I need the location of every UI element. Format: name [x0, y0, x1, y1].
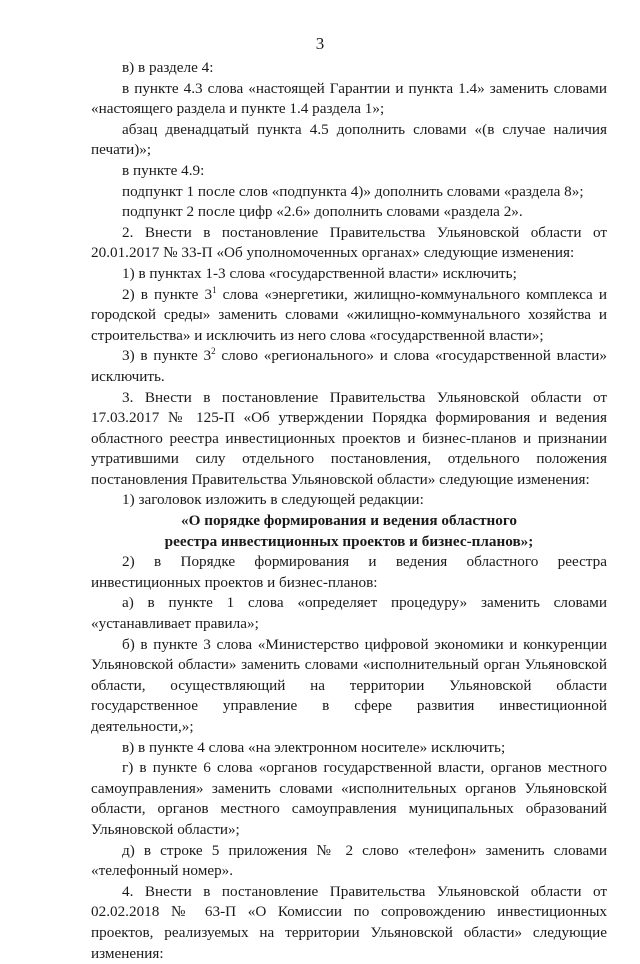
paragraph — [91, 285, 607, 347]
paragraph: в) в пункте 4 слова «на электронном носителе» исключить; — [122, 738, 506, 756]
paragraph-text: слово «регионального» и слова «государственной власти» исключить. — [91, 347, 607, 385]
paragraph: 4. Внести в постановление Правительства Ульяновской области от 02.02.2018 № 63-П «О Комиссии по сопровождению инвестиционных проектов, реализуемых на территории Ульяновской области» следующие изменения: — [91, 882, 607, 962]
paragraph-text: 2) в пункте 3 — [122, 285, 213, 303]
paragraph: в пункте 4.9: — [122, 161, 205, 179]
paragraph-text: слова «энергетики, жилищно-коммунального комплекса и городской среды» заменить словами «жилищно-коммунального хозяйства и строительства» и исключить из него слова «государственной власти»; — [91, 285, 607, 344]
paragraph: абзац двенадцатый пункта 4.5 дополнить словами «(в случае наличия печати)»; — [91, 120, 607, 159]
paragraph: в пункте 4.3 слова «настоящей Гарантии и пункта 1.4» заменить словами «настоящего раздела и пункте 1.4 раздела 1»; — [91, 79, 607, 118]
paragraph: подпункт 2 после цифр «2.6» дополнить словами «раздела 2». — [122, 203, 523, 221]
paragraph: а) в пункте 1 слова «определяет процедуру» заменить словами «устанавливает правила»; — [91, 594, 607, 633]
paragraph: в) в разделе 4: — [122, 59, 214, 76]
paragraph — [91, 346, 607, 387]
paragraph: 1) заголовок изложить в следующей редакции: — [122, 491, 424, 509]
paragraph: 3. Внести в постановление Правительства Ульяновской области от 17.03.2017 № 125-П «Об утверждении Порядка формирования и ведения областного реестра инвестиционных проектов и бизнес-планов и признании утратившими силу отдельного постановления, отдельного положения постановления Правительства Ульяновской области» следующие изменения: — [91, 388, 607, 488]
paragraph: подпункт 1 после слов «подпункта 4)» дополнить словами «раздела 8»; — [122, 182, 584, 200]
page-number: 3 — [315, 34, 325, 53]
superscript: 1 — [212, 284, 217, 295]
paragraph: 2) в Порядке формирования и ведения областного реестра инвестиционных проектов и бизнес-планов: — [91, 553, 607, 591]
new-title-line: реестра инвестиционных проектов и бизнес-планов»; — [164, 532, 534, 550]
paragraph: д) в строке 5 приложения № 2 слово «телефон» заменить словами «телефонный номер». — [91, 841, 607, 880]
paragraph: г) в пункте 6 слова «органов государственной власти, органов местного самоуправления» заменить словами «исполнительных органов Ульяновской области, органов местного самоуправления муниципальных образований Ульяновской области»; — [91, 759, 607, 838]
new-title-line: «О порядке формирования и ведения областного — [181, 512, 517, 530]
paragraph: 2. Внести в постановление Правительства Ульяновской области от 20.01.2017 № 33-П «Об уполномоченных органах» следующие изменения: — [91, 223, 607, 262]
paragraph-text: 3) в пункте 3 — [122, 347, 212, 365]
superscript: 2 — [211, 346, 216, 357]
paragraph: б) в пункте 3 слова «Министерство цифровой экономики и конкуренции Ульяновской области» заменить словами «исполнительный орган Ульяновской области, осуществляющий на территории Ульяновской области государственное управление в сфере развития инвестиционной деятельности,»; — [91, 635, 607, 735]
paragraph: 1) в пунктах 1-3 слова «государственной власти» исключить; — [122, 264, 517, 282]
document-body — [91, 58, 607, 964]
